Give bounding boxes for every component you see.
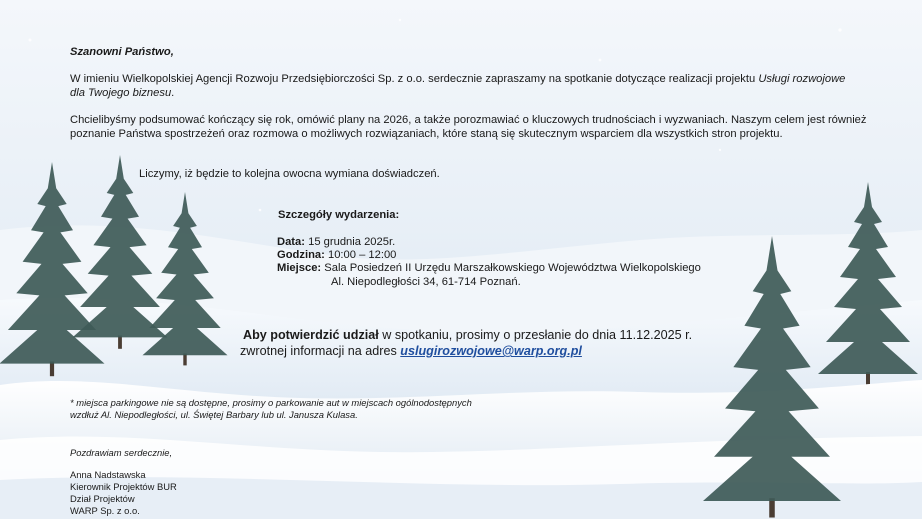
- signer-name: Anna Nadstawska: [70, 469, 146, 480]
- time-value: 10:00 – 12:00: [324, 249, 397, 261]
- salutation: Szanowni Państwo,: [70, 46, 174, 58]
- body-paragraph: Chcielibyśmy podsumować kończący się rok, omówić plany na 2026, a także porozmawiać o kluczowych trudnościach i wyzwaniach. Naszym celem jest również poznanie Państwa spostrzeżeń oraz rozmowa o możliwych rozwiązaniach, które staną się skutecznym wsparciem dla wszystkich stron projektu.: [70, 114, 867, 140]
- signer-role: Kierownik Projektów BUR: [70, 481, 177, 492]
- parking-note-line-1: * miejsca parkingowe nie są dostępne, prosimy o parkowanie aut w miejscach ogólnodostępnych: [70, 397, 472, 408]
- rsvp-text: w spotkaniu, prosimy o przesłanie do dnia 11.12.2025 r.: [378, 328, 693, 342]
- date-value: 15 grudnia 2025r.: [304, 236, 396, 248]
- intro-paragraph: [70, 72, 860, 100]
- rsvp-bold: Aby potwierdzić udział: [243, 328, 379, 342]
- date-label: Data:: [277, 236, 305, 248]
- signer-department: Dział Projektów: [70, 493, 135, 504]
- rsvp-line-1: [243, 327, 692, 343]
- intro-end: .: [171, 87, 175, 99]
- signer-company: WARP Sp. z o.o.: [70, 505, 140, 516]
- email-link[interactable]: uslugirozwojowe@warp.org.pl: [400, 344, 582, 358]
- intro-text: W imieniu Wielkopolskiej Agencji Rozwoju Przedsiębiorczości Sp. z o.o. serdecznie zapraszamy na spotkanie dotyczące realizacji projektu: [70, 73, 759, 85]
- rsvp-line2-text: zwrotnej informacji na adres: [240, 344, 401, 358]
- rsvp-line-2: [240, 343, 582, 359]
- project-name: Usługi rozwojowe dla Twojego biznesu: [70, 73, 846, 99]
- parking-note-line-2: wzdłuż Al. Niepodległości, ul. Świętej Barbary lub ul. Janusza Kulasa.: [70, 409, 358, 420]
- place-label: Miejsce:: [277, 262, 322, 274]
- details-heading: Szczegóły wydarzenia:: [278, 209, 400, 221]
- address: Al. Niepodległości 34, 61-714 Poznań.: [331, 276, 521, 288]
- time-label: Godzina:: [277, 249, 325, 261]
- closing: Pozdrawiam serdecznie,: [70, 447, 173, 458]
- place-row: [277, 261, 701, 275]
- date-row: [277, 235, 395, 249]
- hope-line: Liczymy, iż będzie to kolejna owocna wymiana doświadczeń.: [139, 168, 440, 180]
- time-row: [277, 248, 396, 262]
- place-value: Sala Posiedzeń II Urzędu Marszałkowskiego Województwa Wielkopolskiego: [321, 262, 701, 274]
